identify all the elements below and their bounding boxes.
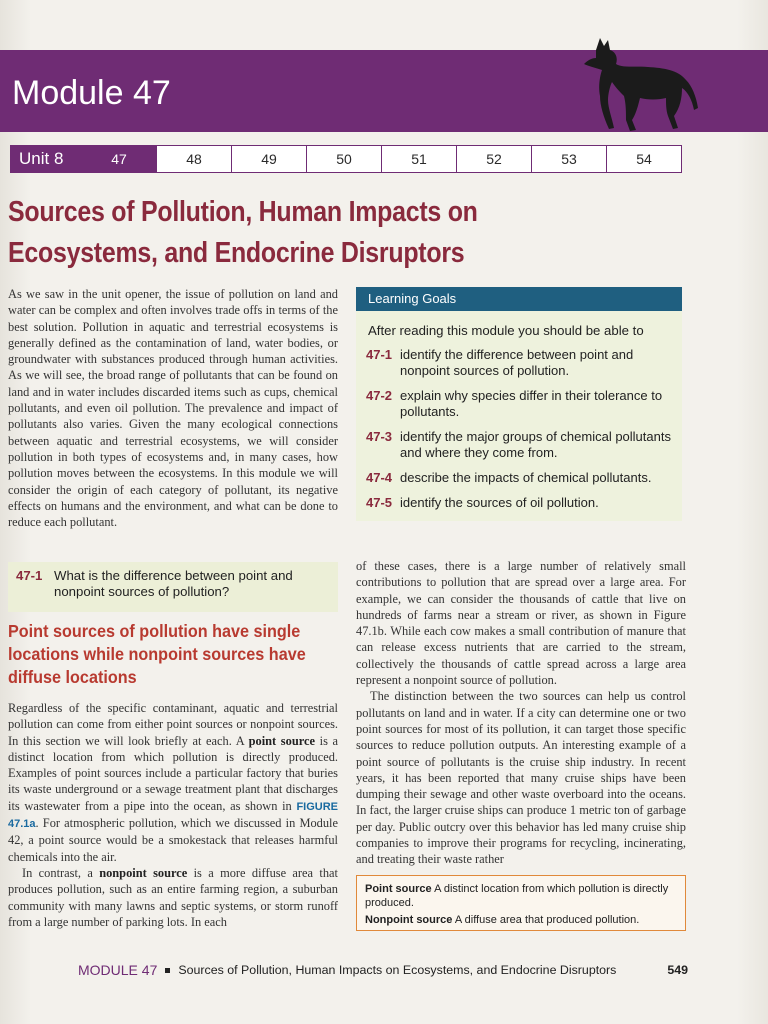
tab-module-48[interactable]: 48: [156, 146, 231, 172]
body-paragraph: In contrast, a nonpoint source is a more diffuse area that produces pollution, such as an entire farming region, a suburban community with many lawns and septic systems, or storm runoff from a large number of parking lots. In each: [8, 865, 338, 929]
definition-item: [365, 882, 677, 910]
module-title: Module 47: [12, 74, 171, 112]
body-paragraph: of these cases, there is a large number of relatively small contributions to pollution that are spread over a large area. For example, we can consider the thousands of cattle that live on hundreds of farms near a stream or river, as shown in Figure 47.1b. While each cow makes a small contribution of manure that can release excess nutrients that are carried to the stream, collectively the thousands of cattle spread across a large area represent a nonpoint source of pollution.: [356, 559, 686, 688]
figure-reference[interactable]: FIGURE 47.1a: [8, 800, 338, 831]
goal-text: identify the major groups of chemical pollutants and where they come from.: [400, 429, 671, 460]
question-number: 47-1: [16, 568, 43, 583]
goal-number: 47-1: [366, 347, 393, 362]
learning-goal-item: [356, 429, 682, 461]
right-column-body: [356, 558, 686, 868]
coyote-silhouette-icon: [582, 36, 700, 132]
tab-module-51[interactable]: 51: [381, 146, 456, 172]
definition-item: [365, 913, 677, 927]
goal-number: 47-3: [366, 429, 393, 444]
goal-text: identify the difference between point and nonpoint sources of pollution.: [400, 347, 634, 378]
learning-goals-box: [356, 287, 682, 521]
page-title: [8, 192, 610, 274]
goal-number: 47-5: [366, 495, 393, 510]
learning-goal-item: [356, 495, 682, 511]
guiding-question-box: [8, 562, 338, 612]
learning-goal-item: [356, 388, 682, 420]
goal-text: describe the impacts of chemical pollutants.: [400, 470, 652, 485]
definition-text: A distinct location from which pollution is directly produced.: [365, 883, 669, 909]
goal-number: 47-4: [366, 470, 393, 485]
key-term: point source: [248, 733, 315, 748]
intro-paragraph: As we saw in the unit opener, the issue of pollution on land and water can be complex and often involves trade offs in terms of the best solution. Pollution in aquatic and terrestrial ecosystems is generally defined as the contamination of land, water bodies, or groundwater with substances produced through human activities. As we will see, the broad range of pollutants that can be found on land and in water includes discarded items such as cups, chemical pollutants, and even oil pollution. The prevalence and impact of pollutants also varies. Given the many ecological connections between aquatic and terrestrial ecosystems, we will consider pollution in both types of ecosystems and, in many cases, how pollution moves between the ecosystems. In this module we will consider the origin of each category of pollutant, its negative effects on humans and the environment, and what can be done to reduce each pollutant.: [8, 287, 338, 530]
body-paragraph: Regardless of the specific contaminant, aquatic and terrestrial pollution can come from either point sources or nonpoint sources. In this section we will look briefly at each. A point source is a distinct location from which pollution is directly produced. Examples of point sources include a particular factory that buries its waste underground or a sewage treatment plant that discharges its wastewater from a pipe into the ocean, as shown in FIGURE 47.1a. For atmospheric pollution, which we discussed in Module 42, a point source would be a smokestack that releases harmful chemicals into the air.: [8, 701, 339, 864]
definition-term: Point source: [365, 883, 432, 895]
unit-label: Unit 8: [11, 146, 81, 172]
key-term: nonpoint source: [99, 865, 188, 880]
goal-number: 47-2: [366, 388, 393, 403]
goal-text: identify the sources of oil pollution.: [400, 495, 599, 510]
learning-goals-heading: Learning Goals: [356, 287, 682, 311]
section-heading: Point sources of pollution have single locations while nonpoint sources have diffuse locations: [8, 621, 306, 687]
page-title-line-1: Sources of Pollution, Human Impacts on: [8, 196, 478, 228]
page-footer: [78, 962, 688, 978]
page-number: 549: [667, 963, 688, 977]
learning-goals-intro: After reading this module you should be able to: [368, 323, 644, 338]
learning-goal-item: [356, 470, 682, 486]
module-banner: [0, 50, 768, 132]
footer-module-label: MODULE 47: [78, 962, 158, 978]
body-paragraph: The distinction between the two sources can help us control pollutants on land and in water. If a city can determine one or two point sources for most of its pollution, it can target those specific sources to reduce pollution outputs. An interesting example of a point source of pollutants is the cruise ship industry. In recent years, it has been reported that many cruise ships have been dumping their sewage and other waste overboard into the oceans. In fact, the larger cruise ships can produce 1 metric ton of garbage per day. Public outcry over this behavior has led many cruise ship companies to improve their programs for recycling, incinerating, and treating their waste rather: [356, 689, 686, 867]
tab-module-54[interactable]: 54: [606, 146, 681, 172]
learning-goal-item: [356, 347, 682, 379]
footer-title: Sources of Pollution, Human Impacts on Ecosystems, and Endocrine Disruptors: [178, 963, 617, 977]
tab-module-52[interactable]: 52: [456, 146, 531, 172]
left-column-body: [8, 700, 338, 930]
tab-module-50[interactable]: 50: [306, 146, 381, 172]
key-terms-box: [356, 875, 686, 931]
goal-text: explain why species differ in their tolerance to pollutants.: [400, 388, 663, 419]
tab-module-47[interactable]: 47: [81, 146, 156, 172]
definition-text: A diffuse area that produced pollution.: [454, 914, 640, 926]
definition-term: Nonpoint source: [365, 914, 453, 926]
question-text: What is the difference between point and nonpoint sources of pollution?: [54, 568, 293, 599]
tab-module-49[interactable]: 49: [231, 146, 306, 172]
tab-module-53[interactable]: 53: [531, 146, 606, 172]
page-title-line-2: Ecosystems, and Endocrine Disruptors: [8, 237, 465, 269]
unit-navigation: [10, 145, 682, 173]
square-bullet-icon: [165, 968, 170, 973]
